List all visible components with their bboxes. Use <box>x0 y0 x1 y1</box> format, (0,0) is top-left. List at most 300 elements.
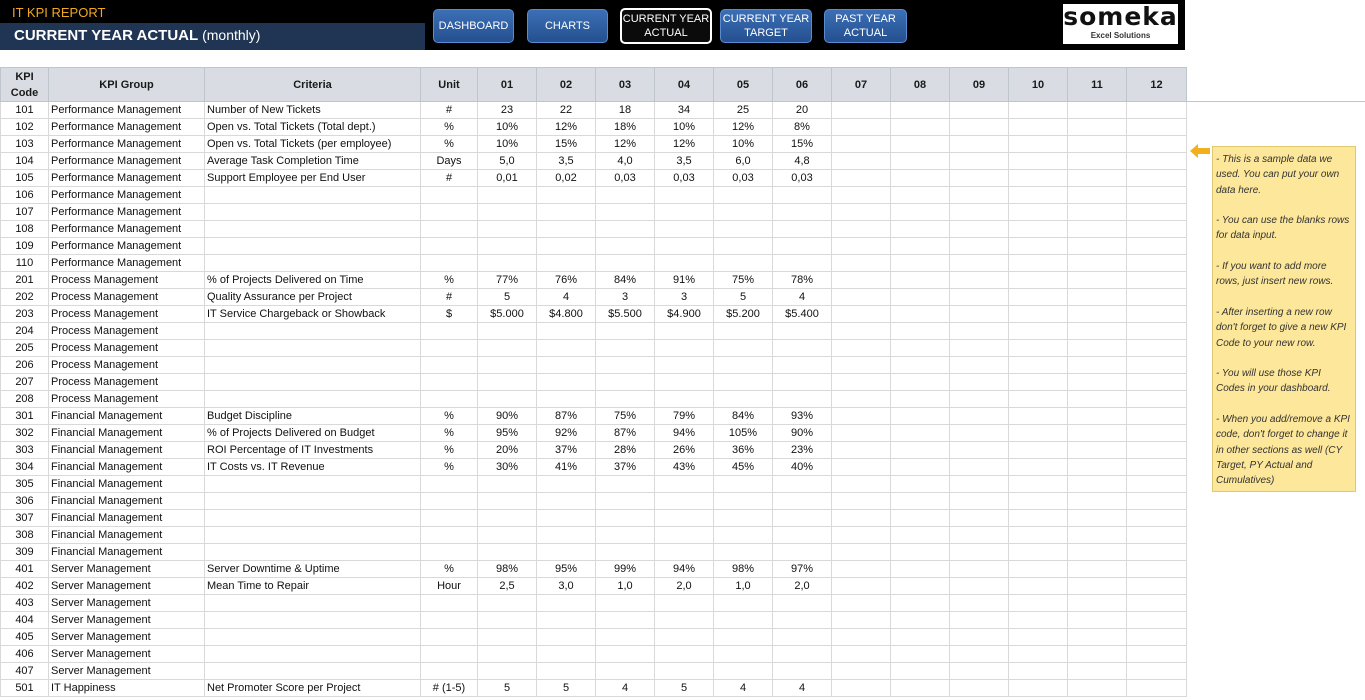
month-03-cell[interactable]: 18 <box>596 102 655 119</box>
month-11-cell[interactable] <box>1068 578 1127 595</box>
month-06-cell[interactable] <box>773 544 832 561</box>
month-01-cell[interactable]: 5,0 <box>478 153 537 170</box>
month-03-cell[interactable]: $5.500 <box>596 306 655 323</box>
month-06-cell[interactable] <box>773 595 832 612</box>
month-10-cell[interactable] <box>1009 680 1068 697</box>
month-08-cell[interactable] <box>891 238 950 255</box>
month-07-cell[interactable] <box>832 561 891 578</box>
month-09-cell[interactable] <box>950 459 1009 476</box>
criteria-cell[interactable] <box>205 255 421 272</box>
month-07-cell[interactable] <box>832 595 891 612</box>
criteria-cell[interactable]: Net Promoter Score per Project <box>205 680 421 697</box>
month-06-cell[interactable] <box>773 187 832 204</box>
month-02-cell[interactable]: 22 <box>537 102 596 119</box>
month-07-cell[interactable] <box>832 408 891 425</box>
month-10-cell[interactable] <box>1009 663 1068 680</box>
month-10-cell[interactable] <box>1009 323 1068 340</box>
month-03-cell[interactable] <box>596 663 655 680</box>
month-11-cell[interactable] <box>1068 306 1127 323</box>
month-10-cell[interactable] <box>1009 153 1068 170</box>
month-07-cell[interactable] <box>832 289 891 306</box>
month-07-cell[interactable] <box>832 204 891 221</box>
month-08-cell[interactable] <box>891 527 950 544</box>
month-08-cell[interactable] <box>891 459 950 476</box>
month-08-cell[interactable] <box>891 323 950 340</box>
month-08-cell[interactable] <box>891 663 950 680</box>
month-12-cell[interactable] <box>1127 136 1187 153</box>
current-year-target-button[interactable]: CURRENT YEAR TARGET <box>720 9 812 43</box>
month-03-cell[interactable]: 75% <box>596 408 655 425</box>
month-10-cell[interactable] <box>1009 306 1068 323</box>
month-03-cell[interactable] <box>596 374 655 391</box>
criteria-cell[interactable]: Server Downtime & Uptime <box>205 561 421 578</box>
month-08-cell[interactable] <box>891 629 950 646</box>
criteria-cell[interactable] <box>205 187 421 204</box>
month-06-cell[interactable] <box>773 255 832 272</box>
month-08-cell[interactable] <box>891 595 950 612</box>
month-06-cell[interactable] <box>773 340 832 357</box>
unit-cell[interactable] <box>421 527 478 544</box>
month-11-cell[interactable] <box>1068 170 1127 187</box>
month-09-cell[interactable] <box>950 595 1009 612</box>
kpi-code-cell[interactable]: 305 <box>1 476 49 493</box>
month-11-cell[interactable] <box>1068 221 1127 238</box>
month-01-cell[interactable] <box>478 340 537 357</box>
month-05-cell[interactable]: 10% <box>714 136 773 153</box>
month-08-cell[interactable] <box>891 391 950 408</box>
kpi-group-cell[interactable]: Financial Management <box>49 459 205 476</box>
month-01-cell[interactable]: 10% <box>478 136 537 153</box>
month-09-cell[interactable] <box>950 323 1009 340</box>
month-08-cell[interactable] <box>891 493 950 510</box>
month-05-cell[interactable]: 105% <box>714 425 773 442</box>
kpi-code-cell[interactable]: 107 <box>1 204 49 221</box>
kpi-group-cell[interactable]: Server Management <box>49 595 205 612</box>
unit-cell[interactable] <box>421 255 478 272</box>
month-06-cell[interactable] <box>773 663 832 680</box>
month-07-cell[interactable] <box>832 323 891 340</box>
kpi-group-cell[interactable]: Server Management <box>49 612 205 629</box>
kpi-group-cell[interactable]: Process Management <box>49 272 205 289</box>
month-12-cell[interactable] <box>1127 272 1187 289</box>
month-06-cell[interactable]: 97% <box>773 561 832 578</box>
month-05-cell[interactable]: 25 <box>714 102 773 119</box>
month-01-cell[interactable] <box>478 663 537 680</box>
month-10-cell[interactable] <box>1009 340 1068 357</box>
month-02-cell[interactable] <box>537 255 596 272</box>
month-01-cell[interactable]: 30% <box>478 459 537 476</box>
month-03-cell[interactable]: 87% <box>596 425 655 442</box>
month-12-cell[interactable] <box>1127 578 1187 595</box>
month-12-cell[interactable] <box>1127 646 1187 663</box>
month-10-cell[interactable] <box>1009 578 1068 595</box>
kpi-group-cell[interactable]: Server Management <box>49 629 205 646</box>
month-03-cell[interactable]: 37% <box>596 459 655 476</box>
month-10-cell[interactable] <box>1009 476 1068 493</box>
criteria-cell[interactable]: Open vs. Total Tickets (Total dept.) <box>205 119 421 136</box>
month-09-cell[interactable] <box>950 408 1009 425</box>
month-12-cell[interactable] <box>1127 612 1187 629</box>
month-02-cell[interactable]: 5 <box>537 680 596 697</box>
unit-cell[interactable] <box>421 544 478 561</box>
unit-cell[interactable]: % <box>421 136 478 153</box>
kpi-code-cell[interactable]: 501 <box>1 680 49 697</box>
criteria-cell[interactable]: % of Projects Delivered on Time <box>205 272 421 289</box>
month-01-cell[interactable] <box>478 595 537 612</box>
month-06-cell[interactable] <box>773 391 832 408</box>
unit-cell[interactable]: % <box>421 272 478 289</box>
kpi-code-cell[interactable]: 208 <box>1 391 49 408</box>
month-06-cell[interactable] <box>773 221 832 238</box>
month-11-cell[interactable] <box>1068 459 1127 476</box>
month-08-cell[interactable] <box>891 102 950 119</box>
unit-cell[interactable] <box>421 391 478 408</box>
month-09-cell[interactable] <box>950 221 1009 238</box>
month-12-cell[interactable] <box>1127 187 1187 204</box>
month-01-cell[interactable] <box>478 221 537 238</box>
month-05-cell[interactable] <box>714 340 773 357</box>
month-11-cell[interactable] <box>1068 493 1127 510</box>
month-01-cell[interactable] <box>478 646 537 663</box>
month-04-cell[interactable] <box>655 221 714 238</box>
month-05-cell[interactable]: 98% <box>714 561 773 578</box>
month-01-cell[interactable] <box>478 255 537 272</box>
kpi-group-cell[interactable]: Performance Management <box>49 204 205 221</box>
month-10-cell[interactable] <box>1009 374 1068 391</box>
month-02-cell[interactable]: 95% <box>537 561 596 578</box>
month-08-cell[interactable] <box>891 187 950 204</box>
month-04-cell[interactable] <box>655 374 714 391</box>
month-04-cell[interactable] <box>655 476 714 493</box>
month-03-cell[interactable]: 18% <box>596 119 655 136</box>
month-05-cell[interactable] <box>714 510 773 527</box>
month-04-cell[interactable]: 94% <box>655 561 714 578</box>
month-10-cell[interactable] <box>1009 204 1068 221</box>
month-03-cell[interactable]: 1,0 <box>596 578 655 595</box>
month-12-cell[interactable] <box>1127 238 1187 255</box>
month-11-cell[interactable] <box>1068 374 1127 391</box>
month-03-cell[interactable]: 12% <box>596 136 655 153</box>
month-08-cell[interactable] <box>891 544 950 561</box>
unit-cell[interactable] <box>421 238 478 255</box>
criteria-cell[interactable]: Support Employee per End User <box>205 170 421 187</box>
kpi-code-cell[interactable]: 104 <box>1 153 49 170</box>
kpi-group-cell[interactable]: Financial Management <box>49 493 205 510</box>
month-09-cell[interactable] <box>950 102 1009 119</box>
month-05-cell[interactable] <box>714 374 773 391</box>
kpi-code-cell[interactable]: 307 <box>1 510 49 527</box>
month-07-cell[interactable] <box>832 612 891 629</box>
month-05-cell[interactable] <box>714 204 773 221</box>
month-12-cell[interactable] <box>1127 255 1187 272</box>
month-08-cell[interactable] <box>891 119 950 136</box>
month-03-cell[interactable] <box>596 493 655 510</box>
month-10-cell[interactable] <box>1009 493 1068 510</box>
kpi-code-cell[interactable]: 105 <box>1 170 49 187</box>
month-06-cell[interactable]: 40% <box>773 459 832 476</box>
kpi-code-cell[interactable]: 401 <box>1 561 49 578</box>
month-02-cell[interactable] <box>537 595 596 612</box>
month-05-cell[interactable] <box>714 255 773 272</box>
month-04-cell[interactable]: 3,5 <box>655 153 714 170</box>
month-12-cell[interactable] <box>1127 221 1187 238</box>
month-07-cell[interactable] <box>832 578 891 595</box>
month-07-cell[interactable] <box>832 527 891 544</box>
kpi-code-cell[interactable]: 108 <box>1 221 49 238</box>
month-03-cell[interactable] <box>596 510 655 527</box>
month-08-cell[interactable] <box>891 680 950 697</box>
month-04-cell[interactable]: 12% <box>655 136 714 153</box>
kpi-group-cell[interactable]: Process Management <box>49 391 205 408</box>
month-12-cell[interactable] <box>1127 544 1187 561</box>
month-12-cell[interactable] <box>1127 153 1187 170</box>
month-04-cell[interactable] <box>655 204 714 221</box>
month-10-cell[interactable] <box>1009 119 1068 136</box>
month-07-cell[interactable] <box>832 425 891 442</box>
month-05-cell[interactable] <box>714 595 773 612</box>
month-05-cell[interactable]: 84% <box>714 408 773 425</box>
month-06-cell[interactable]: 90% <box>773 425 832 442</box>
month-06-cell[interactable]: 4,8 <box>773 153 832 170</box>
month-06-cell[interactable] <box>773 510 832 527</box>
kpi-group-cell[interactable]: Process Management <box>49 374 205 391</box>
month-02-cell[interactable] <box>537 493 596 510</box>
month-02-cell[interactable] <box>537 187 596 204</box>
month-12-cell[interactable] <box>1127 391 1187 408</box>
month-06-cell[interactable]: 4 <box>773 680 832 697</box>
kpi-code-cell[interactable]: 304 <box>1 459 49 476</box>
kpi-code-cell[interactable]: 203 <box>1 306 49 323</box>
month-09-cell[interactable] <box>950 646 1009 663</box>
criteria-cell[interactable] <box>205 510 421 527</box>
month-09-cell[interactable] <box>950 663 1009 680</box>
month-01-cell[interactable]: 20% <box>478 442 537 459</box>
month-05-cell[interactable]: 12% <box>714 119 773 136</box>
month-09-cell[interactable] <box>950 238 1009 255</box>
kpi-group-cell[interactable]: Performance Management <box>49 102 205 119</box>
month-03-cell[interactable] <box>596 629 655 646</box>
unit-cell[interactable] <box>421 374 478 391</box>
month-01-cell[interactable]: 2,5 <box>478 578 537 595</box>
kpi-group-cell[interactable]: Performance Management <box>49 238 205 255</box>
month-01-cell[interactable] <box>478 238 537 255</box>
month-07-cell[interactable] <box>832 646 891 663</box>
month-08-cell[interactable] <box>891 646 950 663</box>
month-02-cell[interactable]: 76% <box>537 272 596 289</box>
month-10-cell[interactable] <box>1009 442 1068 459</box>
month-11-cell[interactable] <box>1068 425 1127 442</box>
kpi-group-cell[interactable]: Performance Management <box>49 255 205 272</box>
month-01-cell[interactable]: 5 <box>478 680 537 697</box>
month-07-cell[interactable] <box>832 187 891 204</box>
month-02-cell[interactable] <box>537 510 596 527</box>
unit-cell[interactable]: # <box>421 289 478 306</box>
criteria-cell[interactable]: Mean Time to Repair <box>205 578 421 595</box>
month-02-cell[interactable]: 12% <box>537 119 596 136</box>
month-12-cell[interactable] <box>1127 374 1187 391</box>
month-12-cell[interactable] <box>1127 680 1187 697</box>
month-11-cell[interactable] <box>1068 595 1127 612</box>
month-07-cell[interactable] <box>832 306 891 323</box>
kpi-code-cell[interactable]: 303 <box>1 442 49 459</box>
month-11-cell[interactable] <box>1068 629 1127 646</box>
unit-cell[interactable] <box>421 663 478 680</box>
month-06-cell[interactable] <box>773 612 832 629</box>
month-11-cell[interactable] <box>1068 187 1127 204</box>
month-09-cell[interactable] <box>950 391 1009 408</box>
kpi-code-cell[interactable]: 102 <box>1 119 49 136</box>
kpi-group-cell[interactable]: Performance Management <box>49 187 205 204</box>
month-09-cell[interactable] <box>950 306 1009 323</box>
kpi-code-cell[interactable]: 407 <box>1 663 49 680</box>
month-04-cell[interactable] <box>655 391 714 408</box>
month-11-cell[interactable] <box>1068 357 1127 374</box>
month-12-cell[interactable] <box>1127 510 1187 527</box>
month-02-cell[interactable] <box>537 374 596 391</box>
month-07-cell[interactable] <box>832 221 891 238</box>
criteria-cell[interactable]: IT Service Chargeback or Showback <box>205 306 421 323</box>
month-08-cell[interactable] <box>891 255 950 272</box>
month-08-cell[interactable] <box>891 476 950 493</box>
month-04-cell[interactable]: 10% <box>655 119 714 136</box>
month-09-cell[interactable] <box>950 204 1009 221</box>
month-03-cell[interactable] <box>596 391 655 408</box>
month-07-cell[interactable] <box>832 459 891 476</box>
month-10-cell[interactable] <box>1009 595 1068 612</box>
month-03-cell[interactable]: 3 <box>596 289 655 306</box>
month-09-cell[interactable] <box>950 289 1009 306</box>
month-06-cell[interactable] <box>773 493 832 510</box>
kpi-group-cell[interactable]: Server Management <box>49 561 205 578</box>
month-02-cell[interactable]: 92% <box>537 425 596 442</box>
month-08-cell[interactable] <box>891 442 950 459</box>
month-09-cell[interactable] <box>950 374 1009 391</box>
month-03-cell[interactable] <box>596 595 655 612</box>
month-08-cell[interactable] <box>891 357 950 374</box>
kpi-code-cell[interactable]: 301 <box>1 408 49 425</box>
month-04-cell[interactable] <box>655 544 714 561</box>
month-09-cell[interactable] <box>950 561 1009 578</box>
kpi-code-cell[interactable]: 403 <box>1 595 49 612</box>
month-10-cell[interactable] <box>1009 255 1068 272</box>
month-03-cell[interactable]: 99% <box>596 561 655 578</box>
month-08-cell[interactable] <box>891 561 950 578</box>
month-06-cell[interactable]: 0,03 <box>773 170 832 187</box>
month-10-cell[interactable] <box>1009 629 1068 646</box>
month-10-cell[interactable] <box>1009 272 1068 289</box>
kpi-code-cell[interactable]: 103 <box>1 136 49 153</box>
month-04-cell[interactable] <box>655 646 714 663</box>
month-06-cell[interactable]: 23% <box>773 442 832 459</box>
kpi-group-cell[interactable]: Performance Management <box>49 119 205 136</box>
month-04-cell[interactable]: 91% <box>655 272 714 289</box>
month-08-cell[interactable] <box>891 204 950 221</box>
kpi-code-cell[interactable]: 205 <box>1 340 49 357</box>
criteria-cell[interactable] <box>205 204 421 221</box>
month-08-cell[interactable] <box>891 340 950 357</box>
month-02-cell[interactable]: 15% <box>537 136 596 153</box>
month-10-cell[interactable] <box>1009 221 1068 238</box>
month-10-cell[interactable] <box>1009 102 1068 119</box>
month-11-cell[interactable] <box>1068 391 1127 408</box>
month-02-cell[interactable]: 4 <box>537 289 596 306</box>
month-03-cell[interactable] <box>596 646 655 663</box>
month-03-cell[interactable] <box>596 340 655 357</box>
month-03-cell[interactable] <box>596 187 655 204</box>
month-10-cell[interactable] <box>1009 187 1068 204</box>
kpi-code-cell[interactable]: 106 <box>1 187 49 204</box>
month-03-cell[interactable] <box>596 323 655 340</box>
month-02-cell[interactable]: 37% <box>537 442 596 459</box>
month-02-cell[interactable] <box>537 646 596 663</box>
unit-cell[interactable]: % <box>421 408 478 425</box>
month-04-cell[interactable]: 26% <box>655 442 714 459</box>
kpi-code-cell[interactable]: 101 <box>1 102 49 119</box>
month-05-cell[interactable] <box>714 493 773 510</box>
month-01-cell[interactable] <box>478 374 537 391</box>
month-06-cell[interactable] <box>773 527 832 544</box>
unit-cell[interactable]: # <box>421 102 478 119</box>
month-06-cell[interactable] <box>773 238 832 255</box>
month-09-cell[interactable] <box>950 442 1009 459</box>
month-12-cell[interactable] <box>1127 476 1187 493</box>
criteria-cell[interactable] <box>205 646 421 663</box>
criteria-cell[interactable] <box>205 612 421 629</box>
month-09-cell[interactable] <box>950 544 1009 561</box>
month-06-cell[interactable] <box>773 476 832 493</box>
month-11-cell[interactable] <box>1068 527 1127 544</box>
month-01-cell[interactable] <box>478 323 537 340</box>
month-06-cell[interactable] <box>773 323 832 340</box>
month-01-cell[interactable]: 5 <box>478 289 537 306</box>
month-10-cell[interactable] <box>1009 238 1068 255</box>
month-06-cell[interactable]: 4 <box>773 289 832 306</box>
month-06-cell[interactable]: 8% <box>773 119 832 136</box>
unit-cell[interactable] <box>421 221 478 238</box>
month-12-cell[interactable] <box>1127 663 1187 680</box>
month-07-cell[interactable] <box>832 272 891 289</box>
month-02-cell[interactable] <box>537 476 596 493</box>
month-06-cell[interactable]: $5.400 <box>773 306 832 323</box>
criteria-cell[interactable] <box>205 374 421 391</box>
month-04-cell[interactable] <box>655 187 714 204</box>
month-06-cell[interactable]: 20 <box>773 102 832 119</box>
month-05-cell[interactable]: 75% <box>714 272 773 289</box>
kpi-code-cell[interactable]: 206 <box>1 357 49 374</box>
month-01-cell[interactable]: 90% <box>478 408 537 425</box>
month-07-cell[interactable] <box>832 255 891 272</box>
month-07-cell[interactable] <box>832 119 891 136</box>
unit-cell[interactable]: % <box>421 119 478 136</box>
month-10-cell[interactable] <box>1009 391 1068 408</box>
unit-cell[interactable] <box>421 629 478 646</box>
month-08-cell[interactable] <box>891 578 950 595</box>
month-10-cell[interactable] <box>1009 527 1068 544</box>
month-04-cell[interactable]: 79% <box>655 408 714 425</box>
unit-cell[interactable]: Hour <box>421 578 478 595</box>
month-11-cell[interactable] <box>1068 561 1127 578</box>
unit-cell[interactable]: # (1-5) <box>421 680 478 697</box>
month-01-cell[interactable] <box>478 391 537 408</box>
month-04-cell[interactable]: 94% <box>655 425 714 442</box>
month-01-cell[interactable]: 77% <box>478 272 537 289</box>
month-09-cell[interactable] <box>950 170 1009 187</box>
month-05-cell[interactable]: 45% <box>714 459 773 476</box>
month-06-cell[interactable]: 78% <box>773 272 832 289</box>
month-03-cell[interactable]: 4 <box>596 680 655 697</box>
month-04-cell[interactable] <box>655 527 714 544</box>
month-11-cell[interactable] <box>1068 102 1127 119</box>
